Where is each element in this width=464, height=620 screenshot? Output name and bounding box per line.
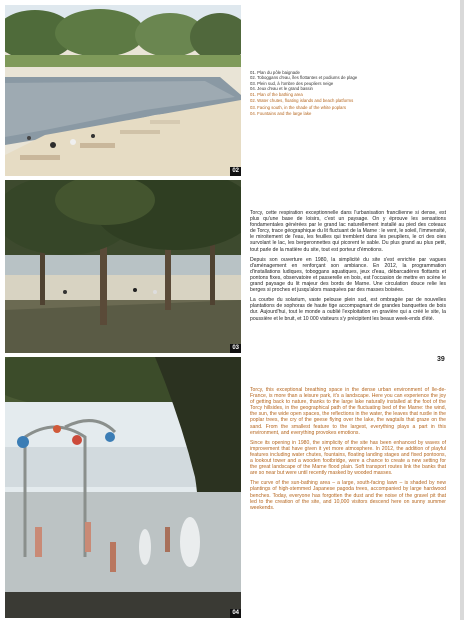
page-edge (460, 0, 464, 620)
photo-poplars-shade (5, 180, 241, 353)
caption-fr-1: 01. Plan du pôle baignade (250, 70, 300, 75)
fountains-image (5, 357, 241, 618)
body-text-english (250, 387, 446, 515)
photo-number: 04 (232, 610, 239, 616)
photo-fountains (5, 357, 241, 618)
photo-captions (250, 70, 456, 116)
beach-lake-image (5, 5, 241, 176)
photo-beach-lake (5, 5, 241, 176)
caption-en-4: 04. Fountains and the large lake (250, 111, 312, 117)
caption-en-1: 01. Plan of the bathing area (250, 92, 303, 98)
paragraph-en-3: The curve of the sun-bathing area – a large, south-facing lawn – is shaded by new plantings of high-stemmed Japanese pagoda trees, accompanied by large hardwood benches. Today, everyone has forgotten the dust and the noise of the gravel pit that led to the creation of the site, and 10,000 visitors descend here on sunny summer weekends. (250, 480, 446, 511)
paragraph-en-1: Torcy, this exceptional breathing space in the dense urban environment of Ile-de-France, is more than a leisure park, it's a landscape. Here you can experience the joy of getting back to nature, thanks to the large lake naturally installed at the foot of the Torcy hillsides, in the geographical path of the fluctuating bed of the Marne: the wind, the sun, the wide open spaces, the reflections in the water, the leaves that rustle in the poplar trees, the cry of the geese flying over the lake, the wagtails that graze on the sand. From the smallest feature to the largest, everything plays a part in this environment, and everything provokes emotions. (250, 387, 446, 436)
paragraph-fr-3: La courbe du solarium, vaste pelouse plein sud, est ombragée par de nouvelles plantations de sophoras de haute tige accompagnant de grandes banquettes de bois dur. Aujourd'hui, tout le monde a oublié l'exploitation en gravière qui a créé le site, la poussière et le bruit, et 10 000 visiteurs s'y précipitent les beaux week-ends d'été. (250, 297, 446, 322)
paragraph-fr-1: Torcy, cette respiration exceptionnelle dans l'urbanisation francilienne si dense, est plus qu'une base de loisirs, c'est un paysage. On y éprouve les sensations fondamentales générées par le grand lac naturellement installé au pied des coteaux de Torcy, trace géographique du lit fluctuant de la Marne : le vent, le soleil, l'immensité, le miroitement de l'eau, les feuilles qui tremblent dans les peupliers, le cri des oies survolant le lac, les bergeronnettes qui picorent le sable. Du plus grand au plus petit, tout parle de la matière du site, tout est porteur d'émotions. (250, 210, 446, 253)
photo-number: 03 (232, 345, 239, 351)
caption-en-3: 03. Facing south, in the shade of the white poplars (250, 104, 347, 110)
photo-number: 02 (232, 168, 239, 174)
poplars-image (5, 180, 241, 353)
caption-fr-4: 04. Jeux d'eau et le grand bassin (250, 85, 313, 91)
body-text-french (250, 210, 446, 326)
page-number: 39 (437, 356, 445, 363)
caption-fr-2: 02. Toboggans d'eau, îles flottantes et podiums de plage (250, 75, 358, 81)
paragraph-fr-2: Depuis son ouverture en 1980, la simplicité du site s'est enrichie par vagues d'aménagement en renforçant son ambiance. En 2012, la programmation d'installations ludiques, toboggans aquatiques, jeux d'eau, débarcadères flottants et pontons fixes, observatoire et passerelle en bois, est l'occasion de mettre en scène le grand paysage du lit majeur des bords de Marne. Une circulation douce relie les berges si proches et jusqu'alors masquées par des masses boisées. (250, 256, 446, 294)
caption-en-2: 02. Water chutes, floating islands and beach platforms (250, 98, 354, 104)
paragraph-en-2: Since its opening in 1980, the simplicity of the site has been enhanced by waves of improvement that have given it yet more atmosphere. In 2012, the addition of playful features including water chutes, fountains, floating landing stages and fixed pontoons, a lookout tower and a wooden footbridge, were a chance to create a new setting for the great landscape of the Marne flood plain. Soft transport routes link the banks that are so near but were until recently masked by wooded masses. (250, 439, 446, 477)
caption-fr-3: 03. Plein sud, à l'ombre des peupliers neige (250, 80, 334, 86)
